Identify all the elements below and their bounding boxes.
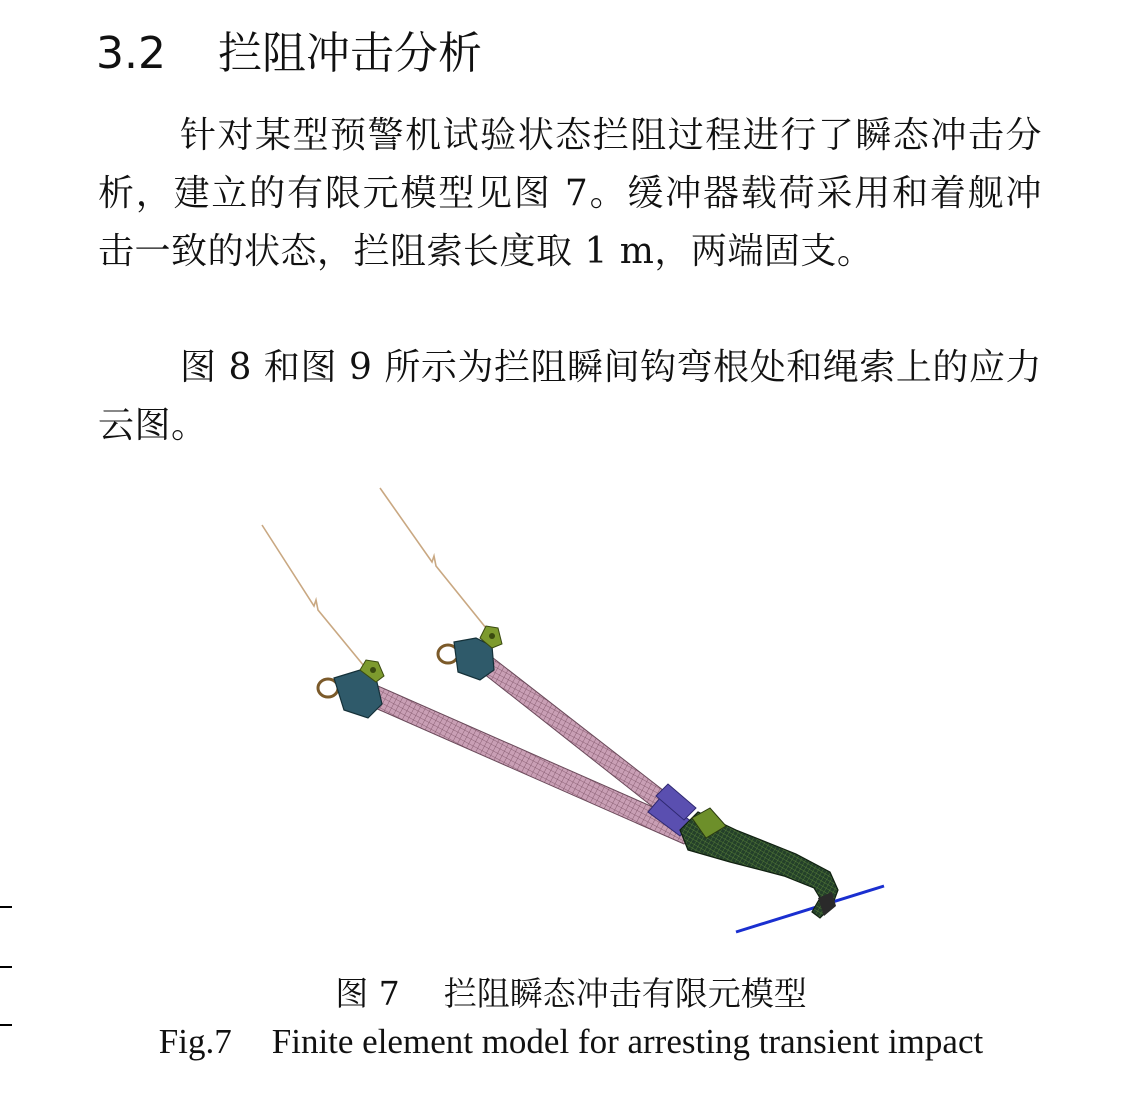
section-heading — [96, 24, 482, 84]
margin-tick-1 — [0, 906, 12, 908]
rope-left — [262, 525, 364, 666]
section-number: 3.2 — [96, 28, 166, 79]
figure-caption-en — [0, 1016, 1142, 1068]
figure-7-fe-model — [236, 478, 906, 948]
arresting-hook — [680, 808, 838, 918]
paragraph-2: 图 8 和图 9 所示为拦阻瞬间钩弯根处和绳索上的应力云图。 — [98, 347, 1042, 446]
figure-caption-cn — [0, 968, 1142, 1020]
margin-tick-2 — [0, 966, 12, 968]
figure-caption-en-text: Finite element model for arresting transient impact — [271, 1022, 984, 1061]
fitting-left — [318, 660, 384, 718]
arresting-cable — [736, 886, 884, 932]
figure-caption-cn-text: 拦阻瞬态冲击有限元模型 — [443, 974, 807, 1013]
fe-model-illustration — [236, 478, 906, 948]
margin-tick-3 — [0, 1024, 12, 1026]
figure-caption-cn-number: 图 7 — [335, 974, 400, 1013]
figure-caption-en-number: Fig.7 — [158, 1022, 232, 1061]
rope-right — [380, 488, 486, 628]
section-title: 拦阻冲击分析 — [217, 28, 482, 79]
paragraph-1: 针对某型预警机试验状态拦阻过程进行了瞬态冲击分析，建立的有限元模型见图 7。缓冲器载荷采用和着舰冲击一致的状态，拦阻索长度取 1 m，两端固支。 — [98, 115, 1042, 272]
